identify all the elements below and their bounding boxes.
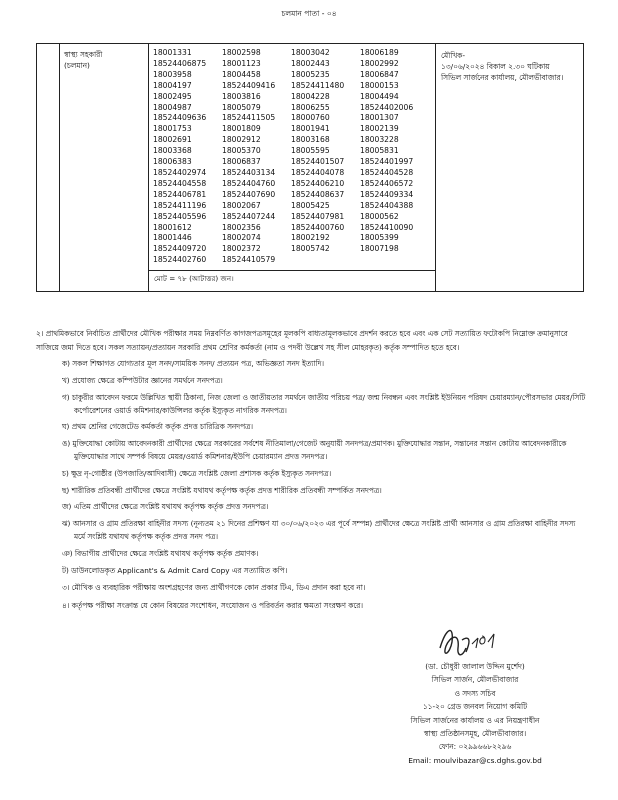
- roll-number: 18003368: [153, 146, 192, 156]
- list-item: খ) প্রযোজ্য ক্ষেত্রে কম্পিউটার জ্ঞানের সমর্থনে সনদপত্র।: [62, 375, 223, 385]
- roll-numbers-cell: [149, 44, 436, 292]
- roll-number: 18524401507: [291, 157, 345, 167]
- roll-number: 18524411480: [291, 80, 345, 90]
- roll-number: 18524402006: [360, 102, 414, 112]
- roll-number: 18001307: [360, 113, 399, 123]
- roll-number: 18002139: [360, 124, 399, 134]
- list-item: ঘ) প্রথম শ্রেনির গেজেটেড কর্মকর্তা কর্তৃক প্রদত্ত চারিত্রিক সনদপত্র।: [62, 422, 254, 432]
- roll-number: 18524407981: [291, 211, 345, 221]
- roll-number: 18524409636: [153, 113, 207, 123]
- roll-number: 18524404760: [222, 178, 276, 188]
- roll-number: 18524406572: [360, 178, 414, 188]
- list-item: গ) চাকুরীর আবেদন ফরমে উল্লিখিত স্থায়ী ঠিকানা, নিজ জেলা ও জাতীয়তার সমর্থনে জাতীয় পরিচয় পত্র/ জন্ম নিবন্ধন এবং সংশ্লিষ্ট ইউনিয়ন পরিষদ চেয়ারম্যান/পৌরসভার মেয়র/সিটি কর্পোরেশনের ওয়ার্ড কমিশনার/কাউন্সিলর কর্তৃক ইস্যুকৃত নাগরিক সনদপত্র।: [62, 392, 586, 415]
- roll-number: 18004228: [291, 91, 330, 101]
- roll-number: 18003228: [360, 135, 399, 145]
- roll-number: 18001331: [153, 48, 192, 57]
- roll-number: 18006189: [360, 48, 399, 57]
- instructions-section: [36, 327, 588, 613]
- roll-number: 18524411505: [222, 113, 276, 123]
- roll-column-4: [360, 48, 429, 266]
- roll-number: 18006847: [360, 69, 399, 79]
- list-item: ঞ) বিভাগীয় প্রার্থীদের ক্ষেত্রে সংশ্লিষ্ট যথাযথ কর্তৃপক্ষ কর্তৃক প্রমাণক।: [62, 548, 259, 558]
- roll-number: 18003958: [153, 69, 192, 79]
- roll-number: 18006383: [153, 157, 192, 167]
- instructions-intro: ২। প্রাথমিকভাবে নির্বাচিত প্রার্থীদের মৌখিক পরীক্ষার সময় নিম্নবর্ণিত কাগজপত্রসমূহের মূলকপি বাধ্যতামূলকভাবে প্রদর্শন করতে হবে এবং এক সেট সত্যায়িত ফটোকপি নিম্নোক্ত ক্রমানুসারে সাজিয়ে জমা দিতে হবে। সকল সত্যায়ন/প্রত্যায়ন সরকারি প্রথম শ্রেণির কর্মকর্তা (নাম ও পদবী উল্লেখ সহ সীল মোহরকৃত) কর্তৃক সম্পাদিত হতে হবে।: [36, 329, 568, 352]
- roll-number: 18004494: [360, 91, 399, 101]
- committee-name: ১১-২০ গ্রেড জনবল নিয়োগ কমিটি: [422, 702, 528, 712]
- institutions-name: স্বাস্থ্য প্রতিষ্ঠানসমূহ, মৌলভীবাজার।: [423, 729, 527, 739]
- roll-number: 18007198: [360, 244, 399, 254]
- list-item: জ) এতিম প্রার্থীদের ক্ষেত্রে সংশ্লিষ্ট যথাযথ কর্তৃপক্ষ কর্তৃক প্রদত্ত সনদপত্র।: [62, 502, 269, 512]
- roll-number: 18006837: [222, 157, 261, 167]
- roll-number: 18001446: [153, 233, 192, 243]
- roll-number: 18524406781: [153, 189, 207, 199]
- roll-number: 18001123: [222, 58, 261, 68]
- signatory-role: ও সদস্য সচিব: [454, 688, 496, 698]
- roll-number: 18524406875: [153, 58, 207, 68]
- total-count: মোট = ৭৮ (আটাত্তর) জন।: [149, 270, 435, 291]
- roll-number: 18524410090: [360, 222, 414, 232]
- roll-number: 18003168: [291, 135, 330, 145]
- roll-number: 18001612: [153, 222, 192, 232]
- roll-number: 18000153: [360, 80, 399, 90]
- list-item: ঝ) আনসার ও গ্রাম প্রতিরক্ষা বাহিনীর সদস্য (নূন্যতম ২১ দিনের প্রশিক্ষণ যা ৩০/০৬/২০২৩ এর পূর্বে সম্পন্ন) প্রার্থীদের ক্ষেত্রে সংশ্লিষ্ট প্রার্থী আনসার ও গ্রাম প্রতিরক্ষা বাহিনীর সদস্য মর্মে সংশ্লিষ্ট যথাযথ কর্তৃপক্ষ কর্তৃক প্রদত্ত সনদ পত্র।: [62, 519, 576, 541]
- phone-number: ফোন: ০২৯৯৬৬৮২২৯৬: [438, 742, 512, 752]
- roll-number: 18003042: [291, 48, 330, 57]
- exam-title: মৌখিক-: [441, 51, 466, 60]
- signatory-designation: সিভিল সার্জন, মৌলভীবাজার: [431, 675, 519, 685]
- roll-number: 18002495: [153, 91, 192, 101]
- exam-info-cell: [436, 44, 584, 292]
- roll-number: 18006255: [291, 102, 330, 112]
- roll-number: 18002356: [222, 222, 261, 232]
- signature-block: [360, 660, 590, 767]
- roll-number: 18524408637: [291, 189, 345, 199]
- roll-number: 18524402974: [153, 167, 207, 177]
- roll-number: 18000760: [291, 113, 330, 123]
- exam-venue: সিভিল সার্জনের কার্যালয়, মৌলভীবাজার।: [441, 73, 564, 82]
- roll-number: 18002912: [222, 135, 261, 145]
- results-table: [36, 43, 584, 292]
- roll-number: 18524404388: [360, 200, 414, 210]
- roll-number: 18005595: [291, 146, 330, 156]
- roll-number: 18002067: [222, 200, 261, 210]
- serial-cell: [37, 44, 60, 292]
- roll-number: 18002598: [222, 48, 261, 57]
- table-row: [37, 44, 584, 292]
- note-authority: ৪। কর্তৃপক্ষ পরীক্ষা সংক্রান্ত যে কোন বিষয়ের সংশোধন, সংযোজন ও পরিবর্তন করার ক্ষমতা সংরক্ষণ করে।: [62, 600, 363, 610]
- roll-number: 18005079: [222, 102, 261, 112]
- list-item: ঙ) মুক্তিযোদ্ধা কোটায় আবেদনকারী প্রার্থীদের ক্ষেত্রে সরকারের সর্বশেষ নীতিমালা/গেজেট অনুযায়ী সনদপত্র/প্রমাণক। মুক্তিযোদ্ধার সন্তান, সন্তানের সন্তান কোটায় আবেদনকারীকে মুক্তিযোদ্ধার সাথে সম্পর্ক বিষয়ে মেয়র/ওয়ার্ড কমিশনার/ইউপি চেয়ারম্যান প্রদত্ত সনদপত্র।: [62, 439, 567, 461]
- office-name: সিভিল সার্জনের কার্যালয় ও এর নিয়ন্ত্রণাধীন: [410, 715, 540, 725]
- roll-number: 18000562: [360, 211, 399, 221]
- roll-number: 18001753: [153, 124, 192, 134]
- roll-column-2: [222, 48, 291, 266]
- roll-number: 18002192: [291, 233, 330, 243]
- roll-number: 18524407244: [222, 211, 276, 221]
- email-address: Email: moulvibazar@cs.dghs.gov.bd: [408, 755, 542, 765]
- roll-number-grid: [149, 44, 435, 266]
- roll-number: 18524404528: [360, 167, 414, 177]
- roll-number: 18524404558: [153, 178, 207, 188]
- roll-number: 18524409334: [360, 189, 414, 199]
- list-item: চ) ক্ষুদ্র নৃ-গোষ্ঠীর (উপজাতি/আদিবাসী) ক্ষেত্রে সংশ্লিষ্ট জেলা প্রশাসক কর্তৃক ইস্যুকৃত সনদপত্র।: [62, 468, 332, 478]
- roll-number: 18003816: [222, 91, 261, 101]
- roll-number: 18001809: [222, 124, 261, 134]
- list-item: ট) ডাউনলোডকৃত Applicant's & Admit Card Copy এর সত্যায়িত কপি।: [62, 565, 288, 575]
- roll-number: 18524402760: [153, 255, 207, 265]
- roll-number: 18005425: [291, 200, 330, 210]
- roll-number: 18005235: [291, 69, 330, 79]
- roll-number: 18524409416: [222, 80, 276, 90]
- exam-datetime: ১৩/০৬/২০২৪ বিকাল ২.৩০ ঘটিকায়: [441, 62, 550, 71]
- list-item: ছ) শারীরিক প্রতিবন্ধী প্রার্থীদের ক্ষেত্রে সংশ্লিষ্ট যথাযথ কর্তৃপক্ষ কর্তৃক প্রদত্ত শারীরিক প্রতিবন্ধী সম্পর্কিত সনদপত্র।: [62, 485, 382, 495]
- roll-number: 18524409720: [153, 244, 207, 254]
- note-ta-da: ৩। মৌখিক ও ব্যবহারিক পরীক্ষায় অংশগ্রহণের জন্য প্রার্থীগণকে কোন প্রকার টিএ, ডিএ প্রদান করা হবে না।: [62, 583, 366, 593]
- roll-number: 18002992: [360, 58, 399, 68]
- roll-column-3: [291, 48, 360, 266]
- roll-number: 18524400760: [291, 222, 345, 232]
- roll-number: 18002372: [222, 244, 261, 254]
- post-name: স্বাস্থ্য সহকারী (চলমান): [64, 50, 103, 70]
- roll-number: 18005831: [360, 146, 399, 156]
- roll-number: 18002691: [153, 135, 192, 145]
- roll-number: 18524405596: [153, 211, 207, 221]
- roll-number: 18524410579: [222, 255, 276, 265]
- roll-number: 18005742: [291, 244, 330, 254]
- page-header: চলমান পাতা - ০৪: [281, 9, 337, 18]
- document-list: [36, 358, 588, 577]
- roll-number: 18005370: [222, 146, 261, 156]
- list-item: ক) সকল শিক্ষাগত যোগ্যতার মূল সনদ/সাময়িক সনদ/ প্রত্যয়ন পত্র, অভিজ্ঞতা সনদ ইত্যাদি।: [62, 359, 324, 369]
- roll-number: 18004987: [153, 102, 192, 112]
- roll-number: 18524404078: [291, 167, 345, 177]
- roll-number: 18002443: [291, 58, 330, 68]
- roll-number: 18001941: [291, 124, 330, 134]
- post-name-cell: [60, 44, 149, 292]
- handwritten-signature: [432, 618, 512, 666]
- roll-number: 18004458: [222, 69, 261, 79]
- signatory-name: (ডা. চৌধুরী জালাল উদ্দিন মুর্শেদ): [425, 662, 525, 671]
- roll-number: 18524401997: [360, 157, 414, 167]
- roll-number: 18524403134: [222, 167, 276, 177]
- roll-number: 18524406210: [291, 178, 345, 188]
- roll-number: 18524411196: [153, 200, 207, 210]
- roll-number: 18004197: [153, 80, 192, 90]
- roll-column-1: [153, 48, 222, 266]
- roll-number: 18002074: [222, 233, 261, 243]
- roll-number: 18005399: [360, 233, 399, 243]
- roll-number: 18524407690: [222, 189, 276, 199]
